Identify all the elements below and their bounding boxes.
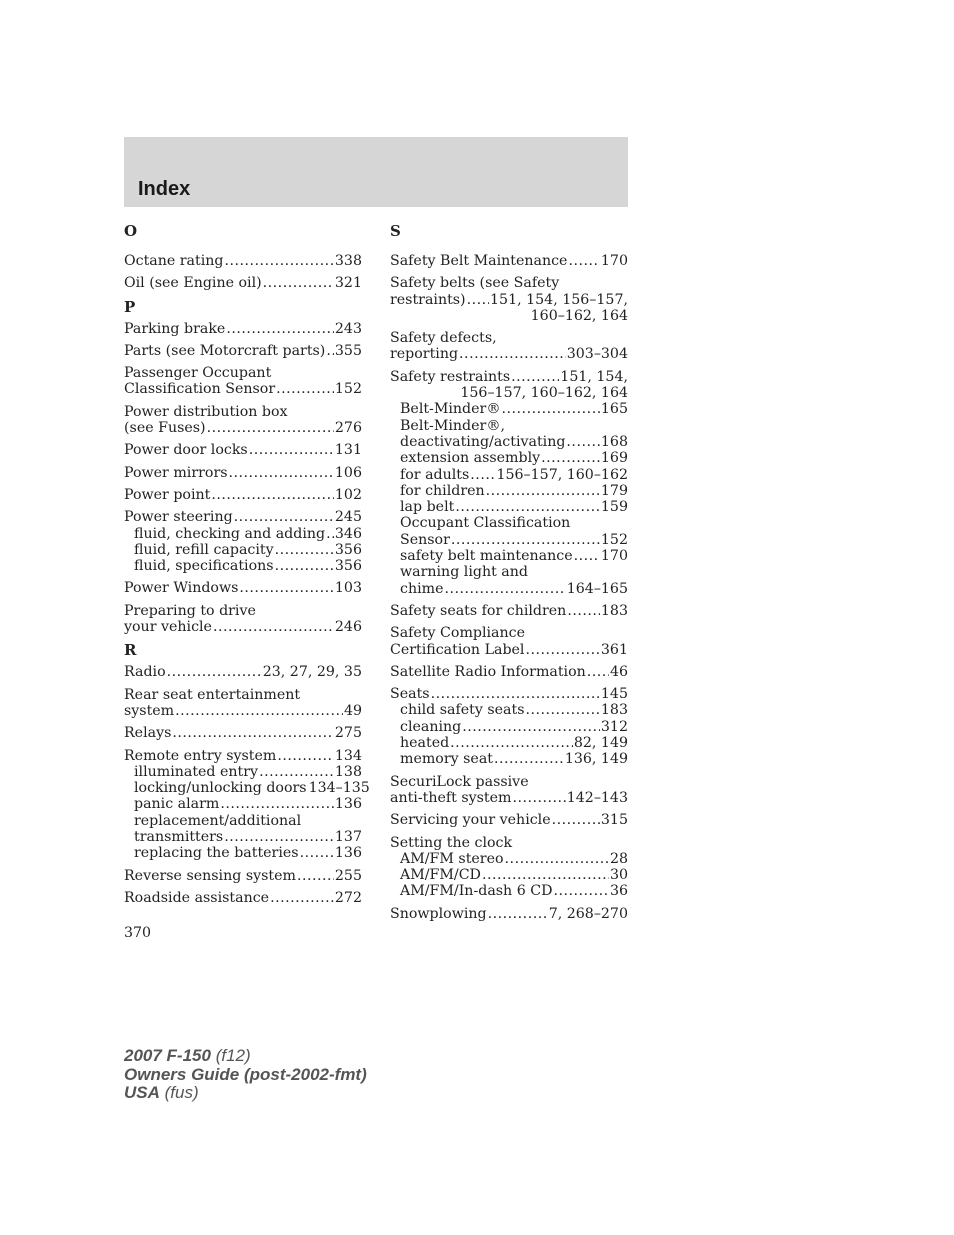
index-entry	[124, 747, 370, 862]
letter-heading-s: S	[390, 222, 401, 240]
entry-term: Power door locks	[124, 442, 248, 459]
index-entry	[124, 580, 362, 596]
subentry-term: fluid, checking and adding	[134, 525, 326, 542]
subentry-term: Sensor	[400, 531, 450, 548]
entry-page: 361	[600, 641, 628, 658]
entry-term: system	[124, 702, 175, 719]
subentry-term: safety belt maintenance	[400, 548, 573, 565]
entry-page: 312	[600, 718, 628, 735]
entry-page: 356	[334, 558, 362, 575]
index-entry	[124, 890, 362, 906]
subentry-term: illuminated entry	[134, 763, 259, 780]
entry-term: Power mirrors	[124, 464, 228, 481]
index-entry	[390, 369, 628, 597]
index-entry	[390, 774, 628, 807]
entry-page: 315	[600, 812, 628, 829]
footer-model: 2007 F-150	[124, 1046, 211, 1065]
entry-page: 134	[334, 747, 362, 764]
subentry-term: cleaning	[400, 718, 462, 735]
entry-page: 36	[609, 883, 628, 900]
entry-page: 346	[334, 525, 362, 542]
index-column-left	[124, 222, 370, 912]
index-entry	[124, 321, 362, 337]
subentry-term: lap belt	[400, 499, 455, 516]
subentry-term: AM/FM stereo	[400, 850, 504, 867]
entry-term: (see Fuses)	[124, 420, 206, 437]
entry-term: Safety belts (see Safety	[390, 275, 560, 292]
index-entry	[390, 906, 628, 922]
entry-term: your vehicle	[124, 619, 212, 636]
entry-page: 355	[334, 342, 362, 359]
index-entry	[390, 686, 628, 767]
letter-heading-p: P	[124, 297, 136, 316]
entry-page: 321	[334, 275, 362, 292]
entry-term: Certification Label	[390, 641, 525, 658]
entry-page: 165	[600, 401, 628, 418]
entry-page: 131	[334, 442, 362, 459]
entry-page: 183	[600, 702, 628, 719]
subentry-term: chime	[400, 580, 444, 597]
entry-page: 356	[334, 541, 362, 558]
entry-page: 168	[600, 433, 628, 450]
entry-page: 245	[334, 509, 362, 526]
subentry-term: replacing the batteries	[134, 845, 299, 862]
entry-page: 151, 154, 156–157,	[490, 291, 628, 308]
entry-page: 243	[334, 320, 362, 337]
index-entry	[390, 664, 628, 680]
footer-market-code: (fus)	[164, 1083, 199, 1102]
subentry-term: deactivating/activating	[400, 433, 566, 450]
entry-page: 159	[600, 499, 628, 516]
letter-heading-o: O	[124, 222, 138, 240]
entry-page: 303–304	[566, 346, 628, 363]
index-entry	[390, 330, 628, 363]
index-entry	[124, 725, 362, 741]
entry-page: 156–157, 160–162	[496, 466, 628, 483]
entry-term: Servicing your vehicle	[390, 812, 551, 829]
index-entry	[390, 835, 628, 900]
index-entry	[124, 664, 362, 680]
index-entry	[124, 404, 362, 437]
index-entry	[124, 687, 362, 720]
entry-term: Power Windows	[124, 580, 239, 597]
entry-term: reporting	[390, 346, 459, 363]
subentry-term: for children	[400, 482, 485, 499]
entry-page: 136	[334, 796, 362, 813]
entry-term: Power distribution box	[124, 403, 288, 420]
index-entry	[390, 625, 628, 658]
entry-page: 23, 27, 29, 35	[262, 664, 362, 681]
entry-term: Safety restraints	[390, 368, 511, 385]
entry-page: 28	[609, 850, 628, 867]
entry-page: 103	[334, 580, 362, 597]
entry-page: 46	[609, 663, 628, 680]
entry-term: Remote entry system	[124, 747, 277, 764]
entry-term: Snowplowing	[390, 905, 487, 922]
entry-page: 82, 149	[573, 735, 628, 752]
letter-heading-r: R	[124, 641, 137, 660]
index-column-right	[390, 222, 628, 928]
entry-term: Relays	[124, 725, 172, 742]
entry-term: Power point	[124, 486, 211, 503]
index-entry	[124, 603, 362, 636]
index-entry	[124, 343, 362, 359]
entry-page: 137	[334, 829, 362, 846]
entry-term: Parts (see Motorcraft parts)	[124, 342, 326, 359]
entry-term: Parking brake	[124, 320, 226, 337]
subentry-term: extension assembly	[400, 450, 541, 467]
index-entry	[124, 465, 362, 481]
subentry-term: transmitters	[134, 829, 224, 846]
index-entry	[124, 442, 362, 458]
entry-page: 276	[334, 420, 362, 437]
subentry-term: fluid, refill capacity	[134, 541, 274, 558]
footer-guide: Owners Guide (post-2002-fmt)	[124, 1064, 367, 1084]
footer-market: USA	[124, 1083, 160, 1102]
entry-term: Power steering	[124, 509, 233, 526]
subentry-term: AM/FM/CD	[400, 867, 481, 884]
entry-term: anti-theft system	[390, 789, 512, 806]
entry-page: 30	[609, 867, 628, 884]
subentry-term: AM/FM/In-dash 6 CD	[400, 883, 553, 900]
entry-term: Preparing to drive	[124, 602, 256, 619]
index-entry	[124, 253, 362, 269]
entry-term: Octane rating	[124, 253, 224, 269]
entry-term: Passenger Occupant	[124, 365, 272, 382]
entry-page: 136	[334, 845, 362, 862]
entry-term: Oil (see Engine oil)	[124, 275, 262, 292]
index-entry	[124, 509, 362, 574]
entry-term: Satellite Radio Information	[390, 663, 586, 680]
entry-page: 106	[334, 464, 362, 481]
entry-page: 338	[334, 253, 362, 269]
entry-term: Radio	[124, 664, 166, 681]
entry-page: 49	[343, 702, 362, 719]
subentry-term: memory seat	[400, 751, 493, 768]
entry-page: 183	[600, 602, 628, 619]
entry-term: Reverse sensing system	[124, 867, 296, 884]
document-footer	[124, 1047, 367, 1103]
section-header	[124, 137, 628, 207]
entry-page: 275	[334, 725, 362, 742]
entry-page: 169	[600, 450, 628, 467]
subentry-term: child safety seats	[400, 702, 525, 719]
entry-page: 152	[334, 381, 362, 398]
index-entry	[124, 868, 362, 884]
entry-term: Setting the clock	[390, 834, 513, 851]
index-entry	[390, 812, 628, 828]
entry-page: 151, 154,	[560, 368, 628, 385]
entry-term: Rear seat entertainment	[124, 686, 301, 703]
entry-term: Safety Belt Maintenance	[390, 253, 568, 269]
entry-page: 164–165	[566, 580, 628, 597]
footer-model-code: (f12)	[215, 1046, 251, 1065]
entry-page: 134–135	[308, 780, 370, 797]
entry-page: 142–143	[566, 789, 628, 806]
entry-page: 255	[334, 867, 362, 884]
index-entry	[124, 487, 362, 503]
entry-page: 136, 149	[564, 751, 628, 768]
index-entry	[390, 275, 628, 324]
entry-term: Roadside assistance	[124, 889, 270, 906]
subentry-term: Belt-Minder®,	[400, 417, 506, 434]
entry-page: 7, 268–270	[548, 905, 628, 922]
entry-term: Classification Sensor	[124, 381, 276, 398]
subentry-term: replacement/additional	[134, 812, 302, 829]
index-entry	[390, 253, 628, 269]
subentry-term: warning light and	[400, 564, 528, 581]
entry-page: 179	[600, 482, 628, 499]
entry-page: 170	[600, 548, 628, 565]
entry-term: Safety Compliance	[390, 625, 525, 642]
subentry-term: Belt-Minder®	[400, 401, 501, 418]
index-entry	[124, 365, 362, 398]
entry-page: 160–162, 164	[530, 307, 628, 324]
entry-term: Seats	[390, 686, 430, 703]
entry-term: Safety defects,	[390, 330, 497, 347]
subentry-term: heated	[400, 735, 450, 752]
subentry-term: panic alarm	[134, 796, 220, 813]
entry-page: 145	[600, 686, 628, 703]
entry-page: 246	[334, 619, 362, 636]
header-title: Index	[138, 178, 191, 200]
subentry-term: locking/unlocking doors	[134, 780, 307, 797]
subentry-term: for adults	[400, 466, 470, 483]
entry-page: 152	[600, 531, 628, 548]
entry-page: 156–157, 160–162, 164	[460, 385, 628, 402]
entry-term: Safety seats for children	[390, 602, 567, 619]
page-number: 370	[124, 925, 152, 941]
subentry-term: fluid, specifications	[134, 558, 274, 575]
entry-page: 170	[600, 253, 628, 269]
entry-page: 102	[334, 486, 362, 503]
entry-term: restraints)	[390, 291, 466, 308]
entry-page: 138	[334, 763, 362, 780]
subentry-term: Occupant Classification	[400, 515, 571, 532]
index-entry	[390, 603, 628, 619]
entry-term: SecuriLock passive	[390, 773, 529, 790]
entry-page: 272	[334, 889, 362, 906]
index-entry	[124, 275, 362, 291]
